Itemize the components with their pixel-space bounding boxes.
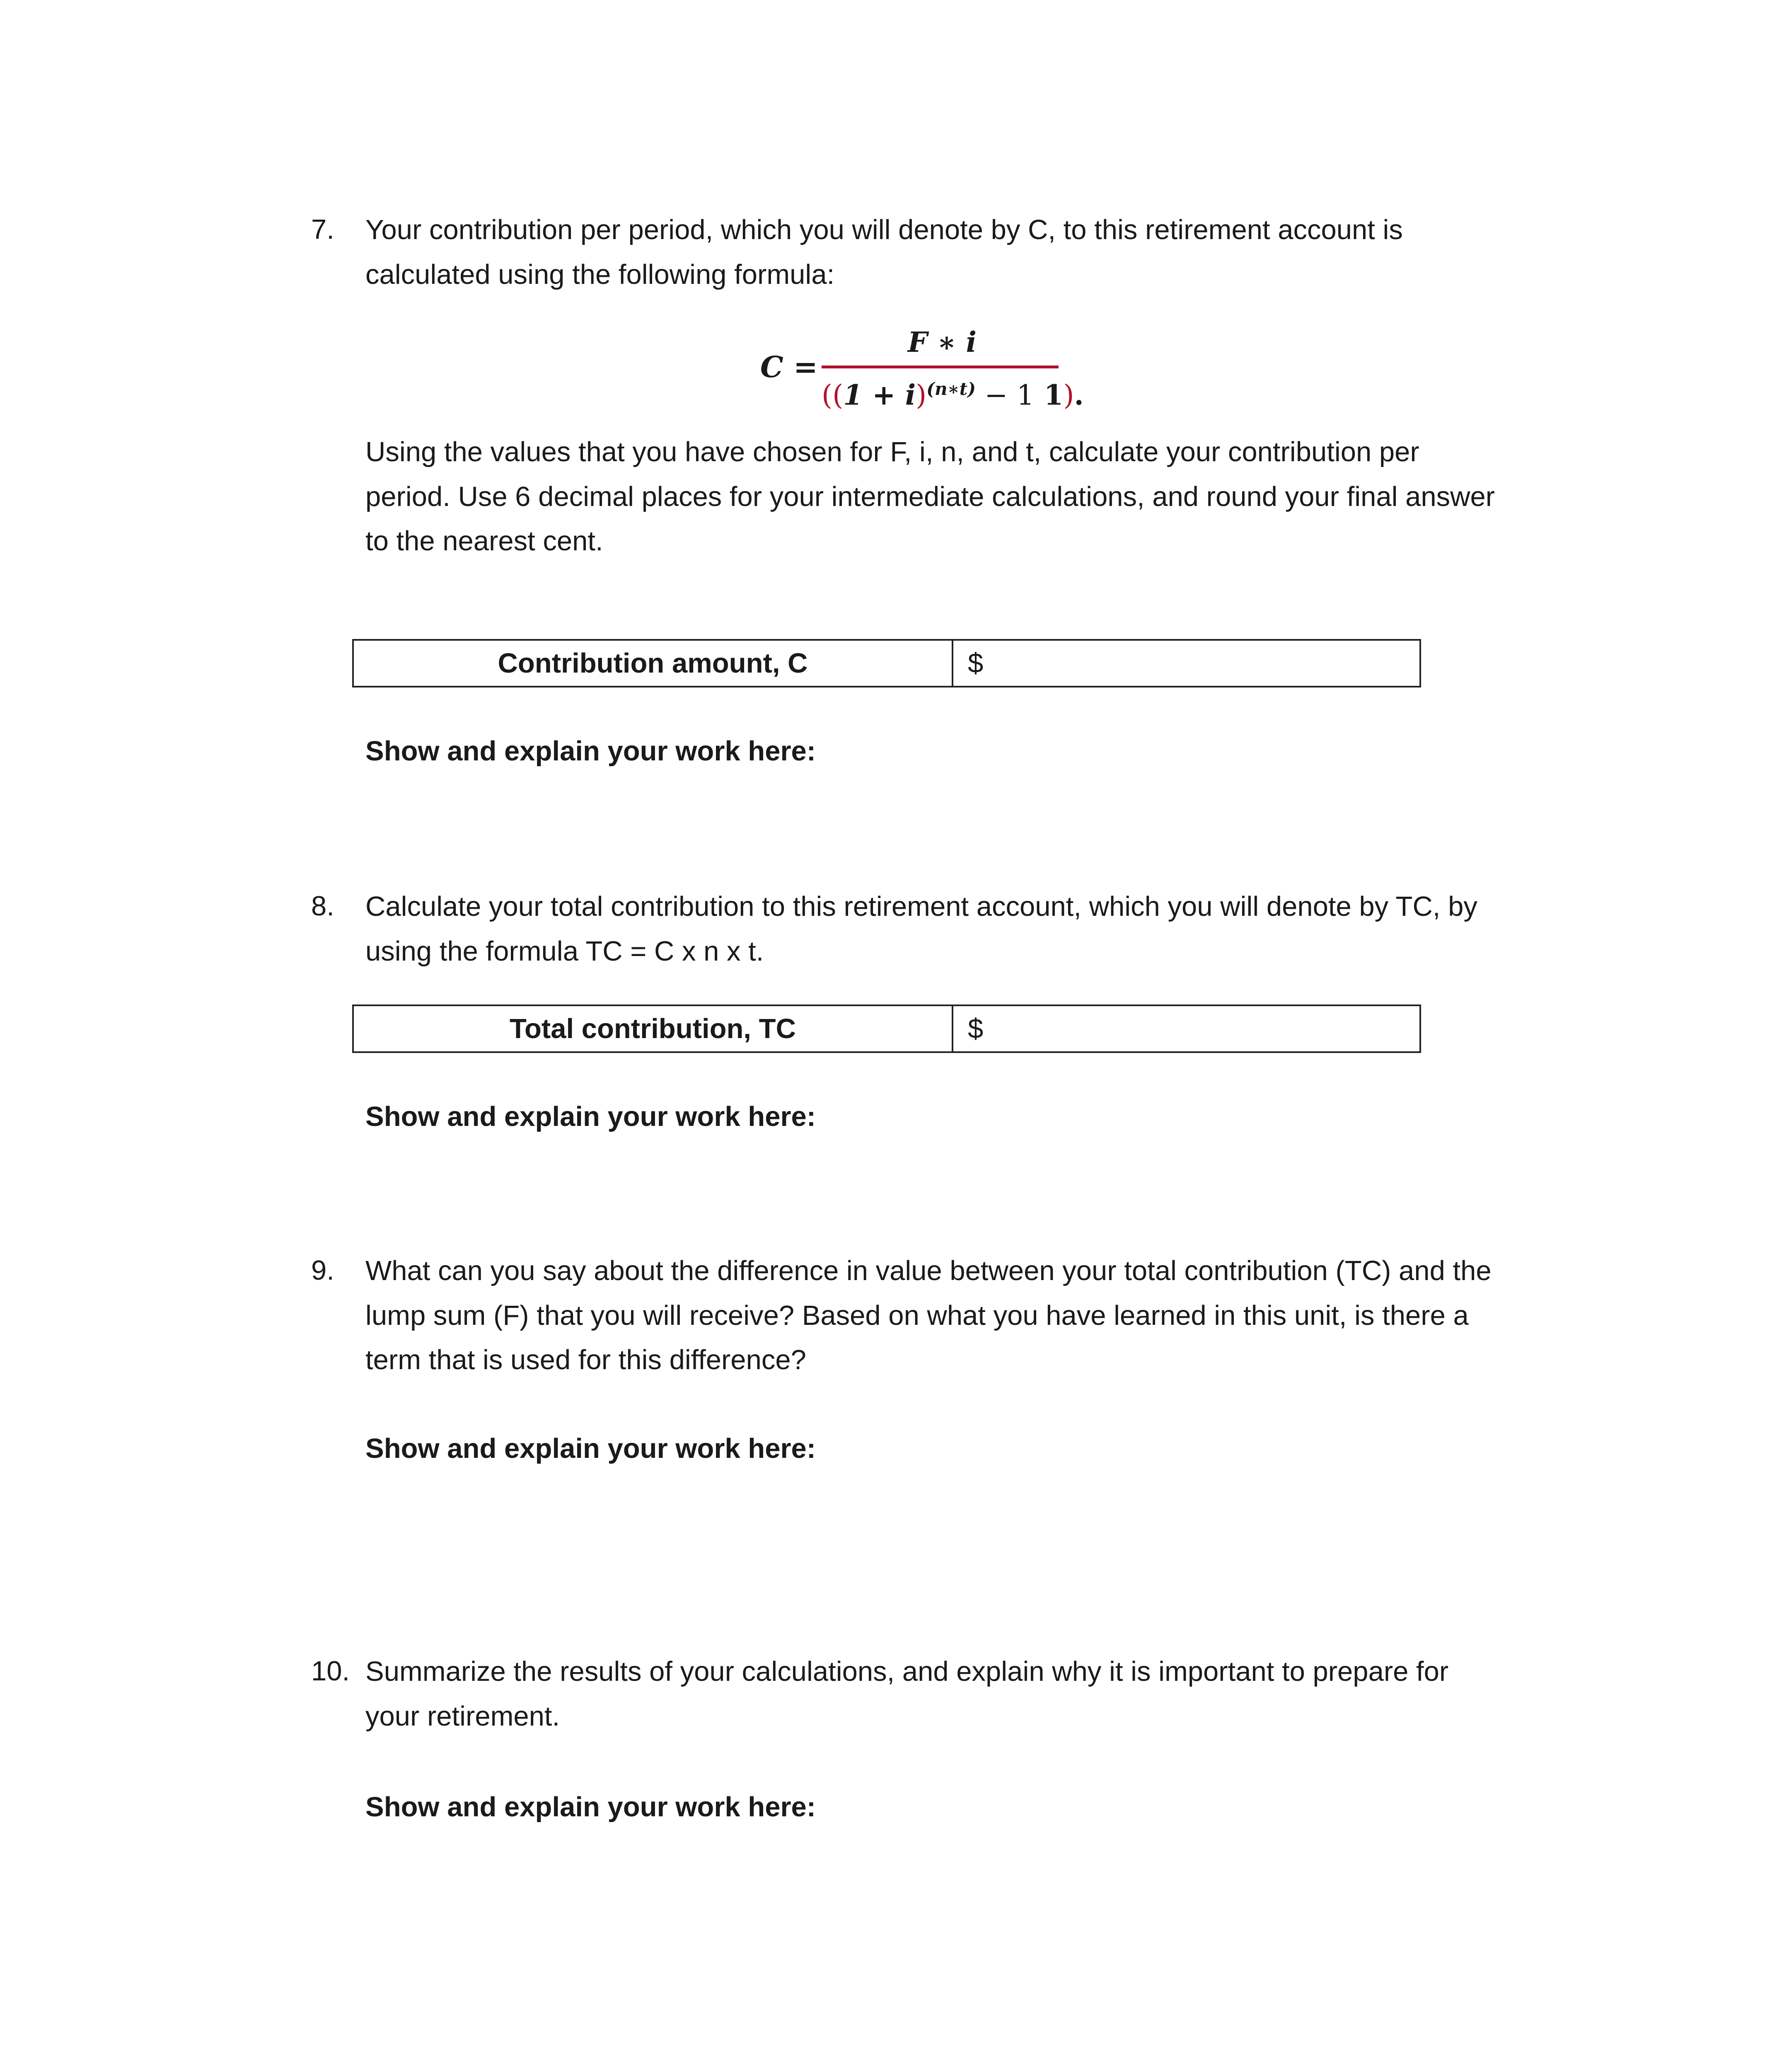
q7-line: Your contribution per period, which you will denote by C, to this retirement account is: [365, 214, 1403, 245]
q9-line: What can you say about the difference in value between your total contribution (TC) and the: [365, 1255, 1492, 1286]
q10-text: [365, 1649, 1448, 1738]
q9-number: 9.: [311, 1255, 334, 1286]
contribution-answer-field[interactable]: $: [968, 648, 984, 679]
q7-number: 7.: [311, 214, 334, 245]
total-contribution-table: [352, 1005, 1421, 1053]
q8-line: Calculate your total contribution to this retirement account, which you will denote by TC, by: [365, 891, 1477, 922]
q10-line: Summarize the results of your calculations, and explain why it is important to prepare for: [365, 1656, 1449, 1687]
q8-number: 8.: [311, 891, 334, 922]
q7-line: Using the values that you have chosen for F, i, n, and t, calculate your contribution per: [365, 436, 1419, 467]
contribution-table: [352, 639, 1421, 687]
total-contribution-answer-field[interactable]: $: [968, 1013, 984, 1044]
q9-line: lump sum (F) that you will receive? Based on what you have learned in this unit, is there a: [365, 1300, 1469, 1331]
q8-show-work: Show and explain your work here:: [365, 1101, 816, 1132]
q7-line: calculated using the following formula:: [365, 259, 835, 290]
q7-line: period. Use 6 decimal places for your intermediate calculations, and round your final answer: [365, 481, 1495, 512]
q10-number: 10.: [311, 1656, 350, 1687]
q7-text: [365, 208, 1403, 297]
formula-lhs: C =: [760, 350, 818, 384]
q7-show-work: Show and explain your work here:: [365, 736, 816, 767]
q9-line: term that is used for this difference?: [365, 1344, 806, 1376]
q9-text: [365, 1249, 1492, 1382]
total-contribution-label: Total contribution, TC: [354, 1006, 953, 1051]
q10-show-work: Show and explain your work here:: [365, 1791, 816, 1823]
q8-line: using the formula TC = C x n x t.: [365, 935, 764, 967]
contribution-label: Contribution amount, C: [354, 641, 953, 686]
formula-denominator: ($(1 + i)^{(n∗t)} - 1$ 1).: [822, 378, 1084, 411]
q7-instructions: [365, 430, 1495, 564]
q8-text: [365, 884, 1477, 973]
q10-line: your retirement.: [365, 1700, 560, 1732]
q7-line: to the nearest cent.: [365, 525, 603, 557]
q9-show-work: Show and explain your work here:: [365, 1433, 816, 1464]
formula-numerator: F ∗ i: [908, 326, 977, 358]
